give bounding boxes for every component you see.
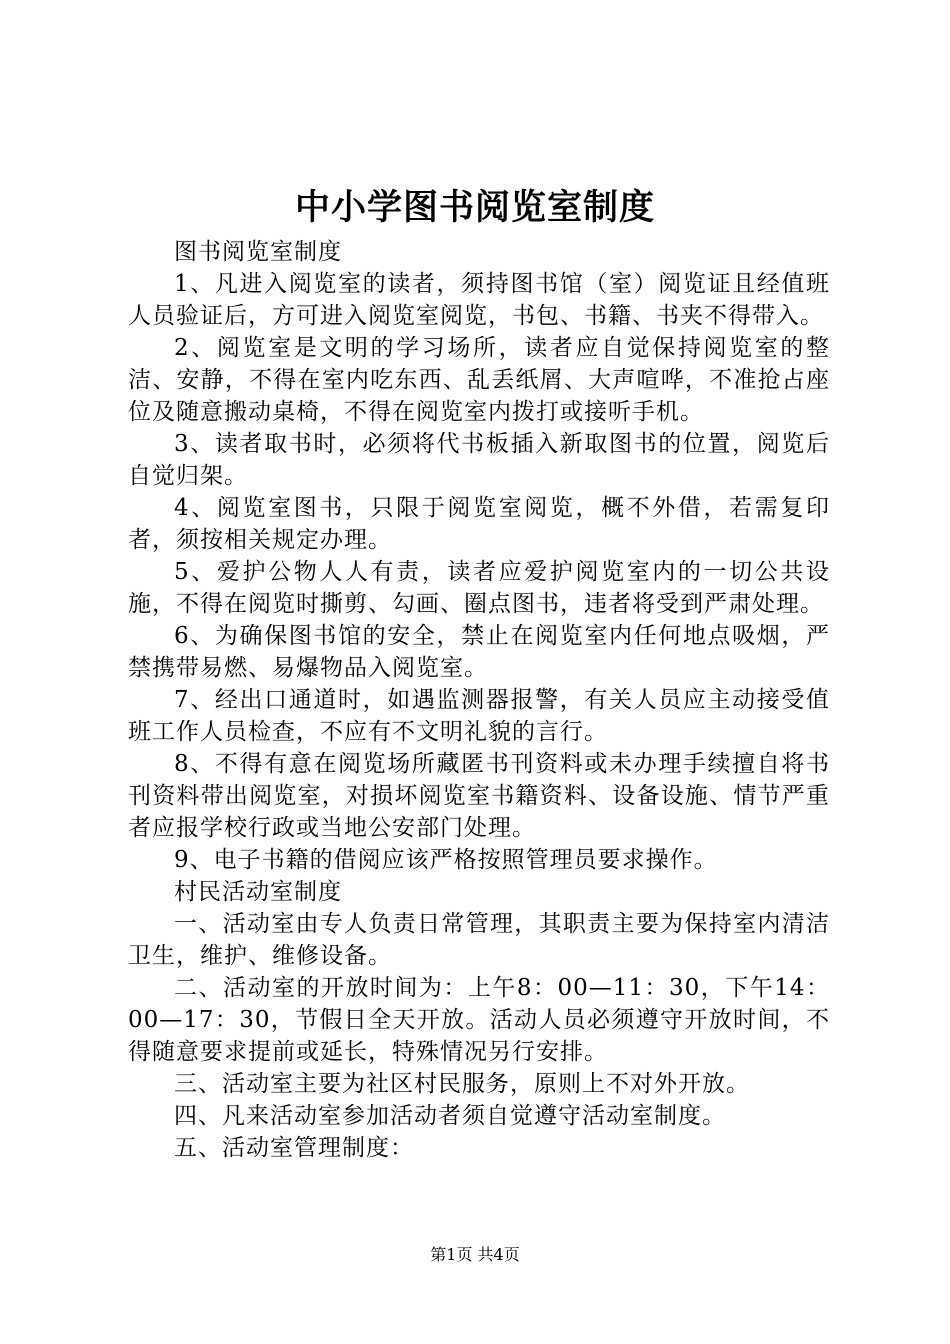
paragraph: 8、不得有意在阅览场所藏匿书刊资料或未办理手续擅自将书刊资料带出阅览室，对损坏阅览室书籍资料、设备设施、情节严重者应报学校行政或当地公安部门处理。 [128, 751, 830, 841]
paragraph: 7、经出口通道时，如遇监测器报警，有关人员应主动接受值班工作人员检查，不应有不文明礼貌的言行。 [128, 687, 830, 745]
paragraph: 四、凡来活动室参加活动者须自觉遵守活动室制度。 [174, 1103, 726, 1129]
paragraph: 1、凡进入阅览室的读者，须持图书馆（室）阅览证且经值班人员验证后，方可进入阅览室阅览，书包、书籍、书夹不得带入。 [128, 271, 830, 329]
paragraph: 二、活动室的开放时间为：上午8：00—11：30，下午14：00—17：30，节假日全天开放。活动人员必须遵守开放时间，不得随意要求提前或延长，特殊情况另行安排。 [128, 975, 830, 1065]
paragraph: 村民活动室制度 [174, 879, 342, 905]
paragraph: 五、活动室管理制度： [174, 1135, 414, 1161]
document-body [128, 236, 830, 1164]
paragraph: 图书阅览室制度 [174, 239, 342, 265]
page-footer: 第1页 共4页 [430, 1245, 520, 1264]
paragraph: 9、电子书籍的借阅应该严格按照管理员要求操作。 [174, 847, 718, 873]
paragraph: 三、活动室主要为社区村民服务，原则上不对外开放。 [174, 1071, 750, 1097]
document-title: 中小学图书阅览室制度 [294, 187, 655, 228]
paragraph: 5、爱护公物人人有责，读者应爱护阅览室内的一切公共设施，不得在阅览时撕剪、勾画、圈点图书，违者将受到严肃处理。 [128, 559, 830, 617]
paragraph: 2、阅览室是文明的学习场所，读者应自觉保持阅览室的整洁、安静，不得在室内吃东西、乱丢纸屑、大声喧哗，不准抢占座位及随意搬动桌椅，不得在阅览室内拨打或接听手机。 [128, 335, 830, 425]
paragraph: 一、活动室由专人负责日常管理，其职责主要为保持室内清洁卫生，维护、维修设备。 [128, 911, 830, 969]
paragraph: 3、读者取书时，必须将代书板插入新取图书的位置，阅览后自觉归架。 [128, 431, 830, 489]
paragraph: 4、阅览室图书，只限于阅览室阅览，概不外借，若需复印者，须按相关规定办理。 [128, 495, 830, 553]
paragraph: 6、为确保图书馆的安全，禁止在阅览室内任何地点吸烟，严禁携带易燃、易爆物品入阅览室。 [128, 623, 830, 681]
